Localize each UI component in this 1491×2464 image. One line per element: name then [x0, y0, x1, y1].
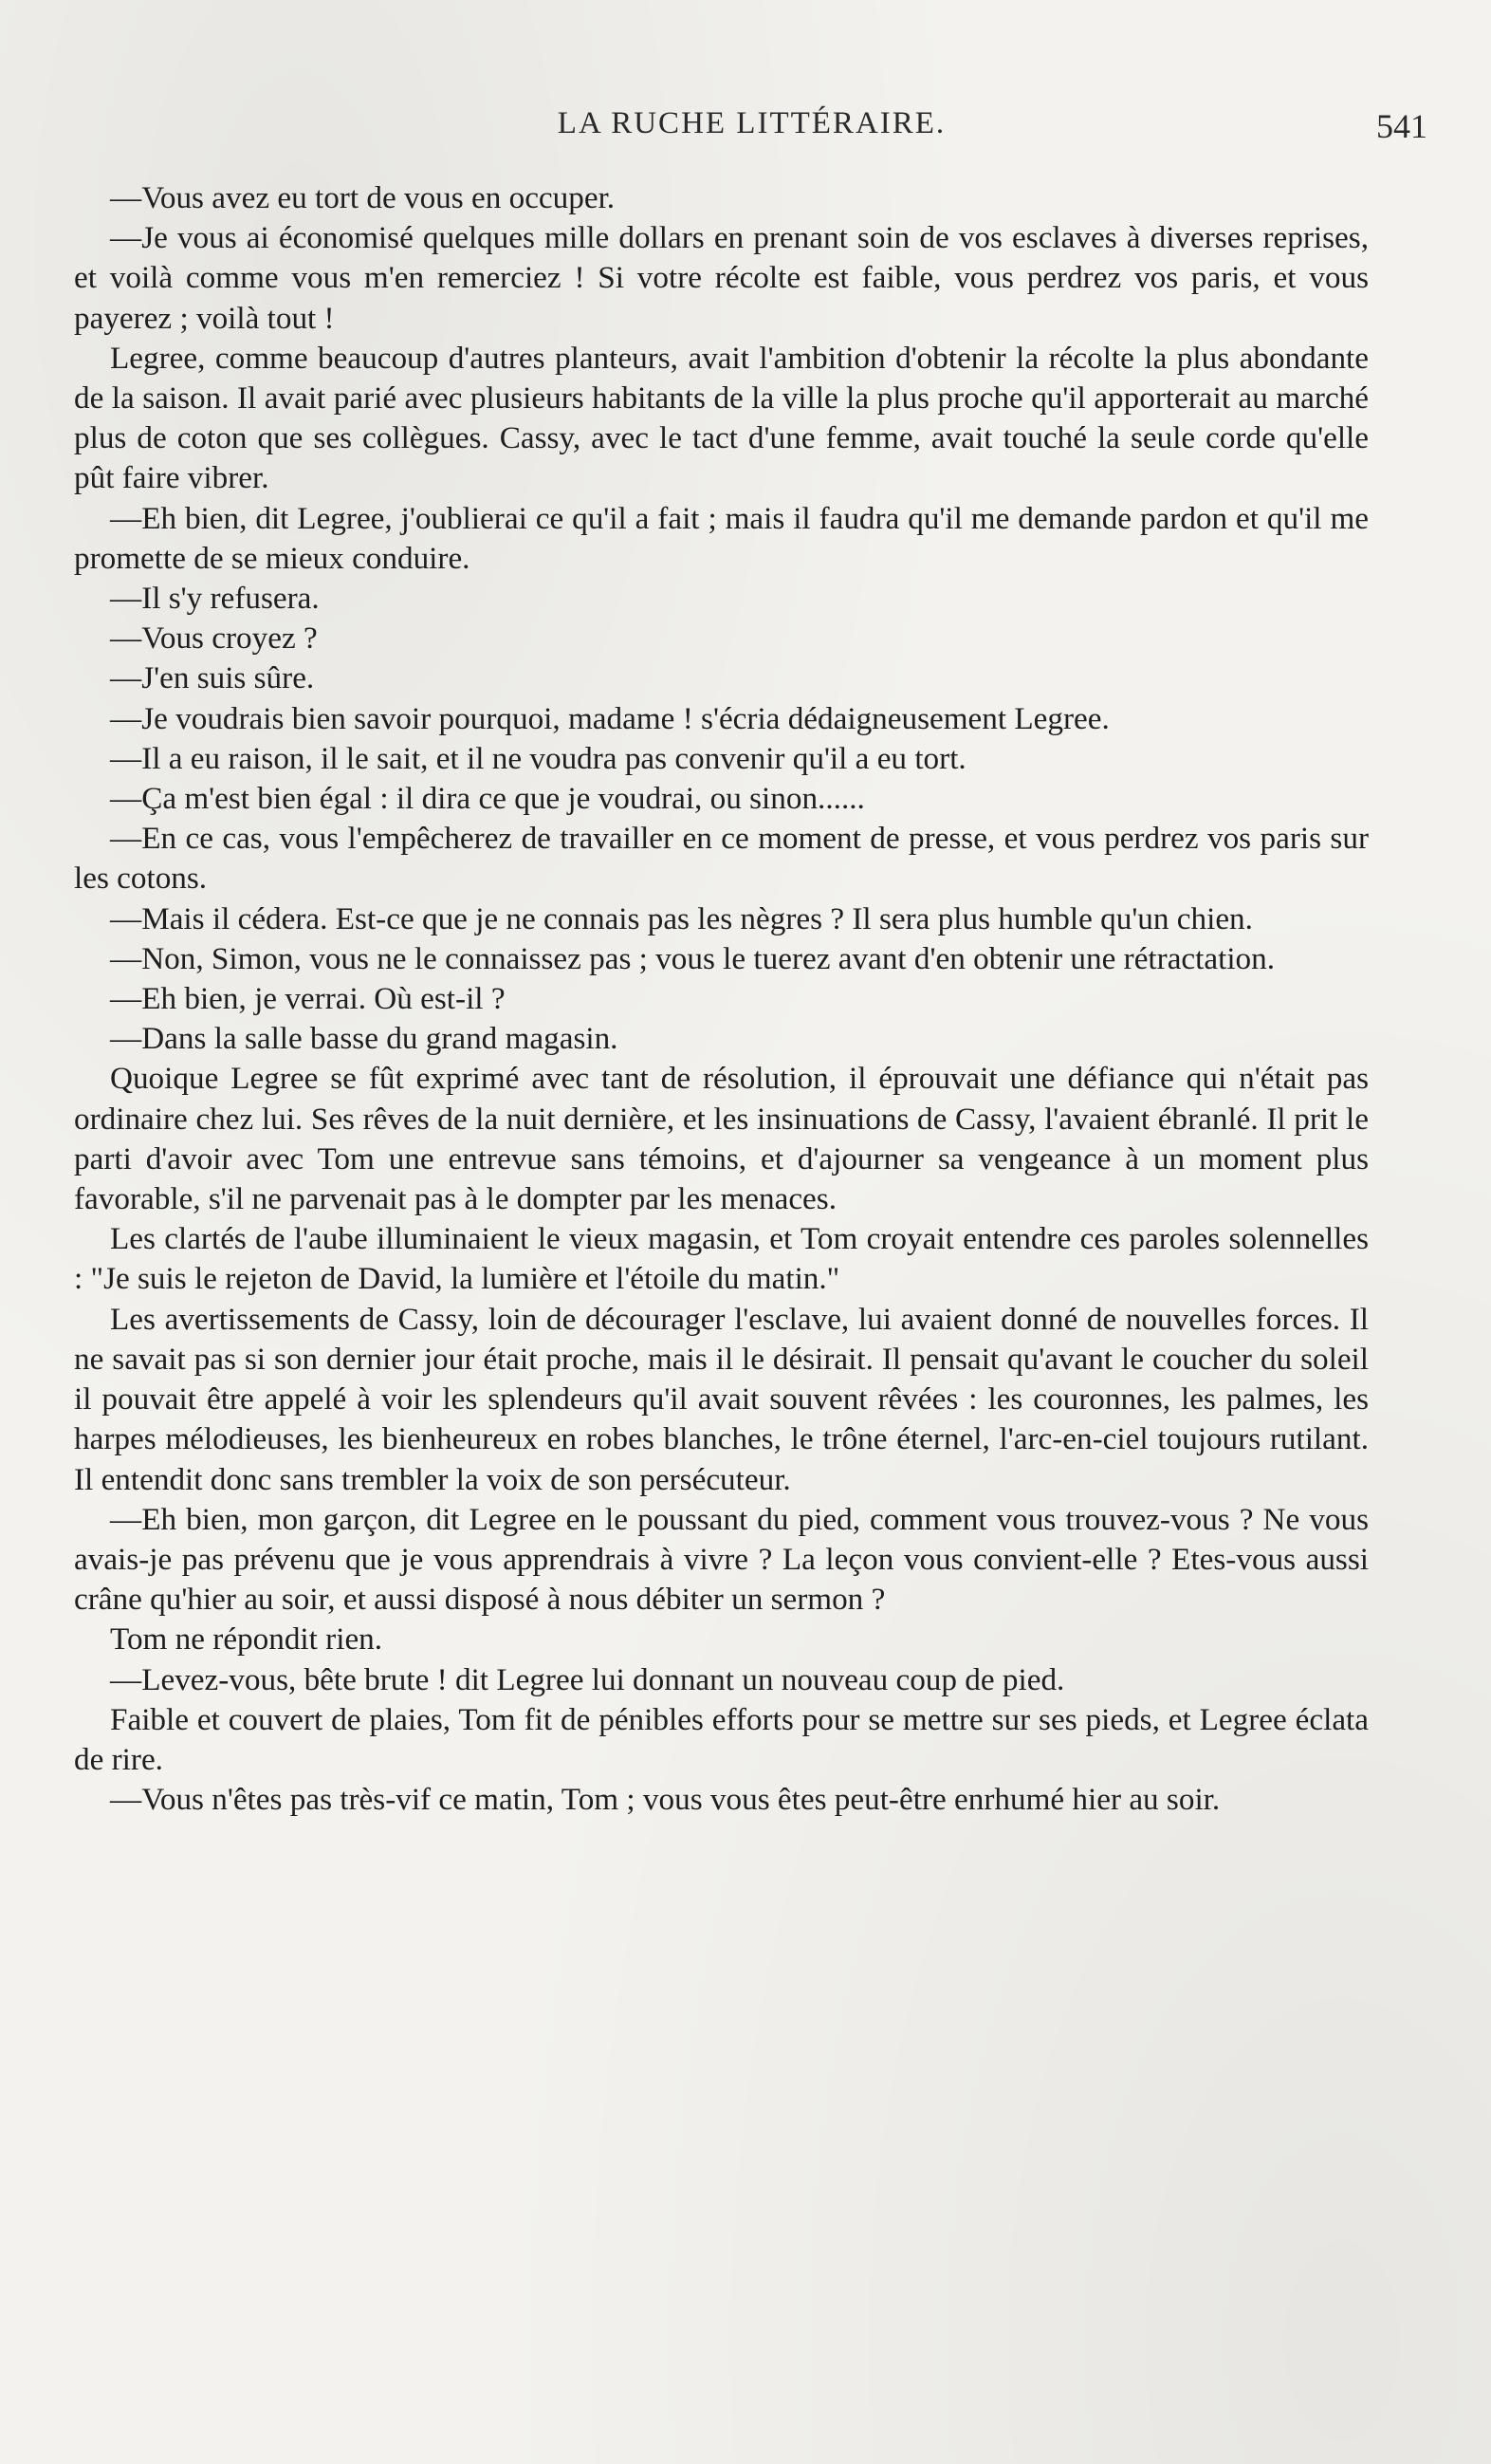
page-header — [76, 106, 1427, 154]
paragraph: Les clartés de l'aube illuminaient le vieux magasin, et Tom croyait entendre ces paroles solennelles : "Je suis le rejeton de David, la lumière et l'étoile du matin." — [74, 1221, 1369, 1297]
paragraph: Les avertissements de Cassy, loin de décourager l'esclave, lui avaient donné de nouvelles forces. Il ne savait pas si son dernier jour était proche, mais il le désirait. Il pensait qu'avant le coucher du soleil il pouvait être appelé à voir les splendeurs qu'il avait souvent rêvées : les couronnes, les palmes, les harpes mélodieuses, les bienheureux en robes blanches, le trône éternel, l'arc-en-ciel toujours rutilant. Il entendit donc sans trembler la voix de son persécuteur. — [74, 1301, 1369, 1497]
paragraph: —Dans la salle basse du grand magasin. — [110, 1021, 618, 1057]
paragraph: —Eh bien, dit Legree, j'oublierai ce qu'il a fait ; mais il faudra qu'il me demande pardon et qu'il me promette de se mieux conduire. — [74, 500, 1369, 576]
paragraph: —Il a eu raison, il le sait, et il ne voudra pas convenir qu'il a eu tort. — [110, 740, 966, 776]
paragraph: —Vous avez eu tort de vous en occuper. — [110, 180, 616, 215]
paragraph: —Eh bien, je verrai. Où est-il ? — [110, 981, 506, 1017]
paragraph: —Eh bien, mon garçon, dit Legree en le poussant du pied, comment vous trouvez-vous ? Ne vous avais-je pas prévenu que je vous apprendrais à vivre ? La leçon vous convient-elle ? Etes-vous aussi crâne qu'hier au soir, et aussi disposé à nous débiter un sermon ? — [74, 1501, 1369, 1618]
paragraph: —Ça m'est bien égal : il dira ce que je voudrai, ou sinon...... — [110, 781, 865, 817]
paragraph: Legree, comme beaucoup d'autres planteurs, avait l'ambition d'obtenir la récolte la plus abondante de la saison. Il avait parié avec plusieurs habitants de la ville la plus proche qu'il apporterait au marché plus de coton que ses collègues. Cassy, avec le tact d'une femme, avait touché la seule corde qu'elle pût faire vibrer. — [74, 340, 1369, 496]
paragraph: —Vous croyez ? — [110, 621, 318, 657]
paragraph: —Mais il cédera. Est-ce que je ne connais pas les nègres ? Il sera plus humble qu'un chien. — [110, 900, 1253, 936]
paragraph: Tom ne répondit rien. — [110, 1621, 383, 1658]
paragraph: —Levez-vous, bête brute ! dit Legree lui donnant un nouveau coup de pied. — [110, 1661, 1065, 1697]
running-title: LA RUCHE LITTÉRAIRE. — [557, 106, 947, 140]
paragraph: —En ce cas, vous l'empêcherez de travailler en ce moment de presse, et vous perdrez vos paris sur les cotons. — [74, 821, 1369, 897]
paragraph: —Je vous ai économisé quelques mille dollars en prenant soin de vos esclaves à diverses reprises, et voilà comme vous m'en remerciez ! Si votre récolte est faible, vous perdrez vos paris, et vous payerez ; voilà tout ! — [74, 220, 1369, 336]
paragraph: —Non, Simon, vous ne le connaissez pas ; vous le tuerez avant d'en obtenir une rétractation. — [110, 940, 1276, 976]
paragraph: —Vous n'êtes pas très-vif ce matin, Tom ; vous vous êtes peut-être enrhumé hier au soir. — [110, 1782, 1221, 1818]
paragraph: —Je voudrais bien savoir pourquoi, madame ! s'écria dédaigneusement Legree. — [110, 700, 1110, 736]
page-number: 541 — [1376, 107, 1427, 145]
paragraph: Quoique Legree se fût exprimé avec tant de résolution, il éprouvait une défiance qui n'était pas ordinaire chez lui. Ses rêves de la nuit dernière, et les insinuations de Cassy, l'avaient ébranlé. Il prit le parti d'avoir avec Tom une entrevue sans témoins, et d'ajourner sa vengeance à un moment plus favorable, s'il ne parvenait pas à le dompter par les menaces. — [74, 1061, 1369, 1217]
paragraph: —Il s'y refusera. — [110, 581, 320, 617]
paragraph: —J'en suis sûre. — [110, 660, 315, 696]
paragraph: Faible et couvert de plaies, Tom fit de pénibles efforts pour se mettre sur ses pieds, et Legree éclata de rire. — [74, 1701, 1369, 1777]
body-text — [74, 178, 1369, 1820]
